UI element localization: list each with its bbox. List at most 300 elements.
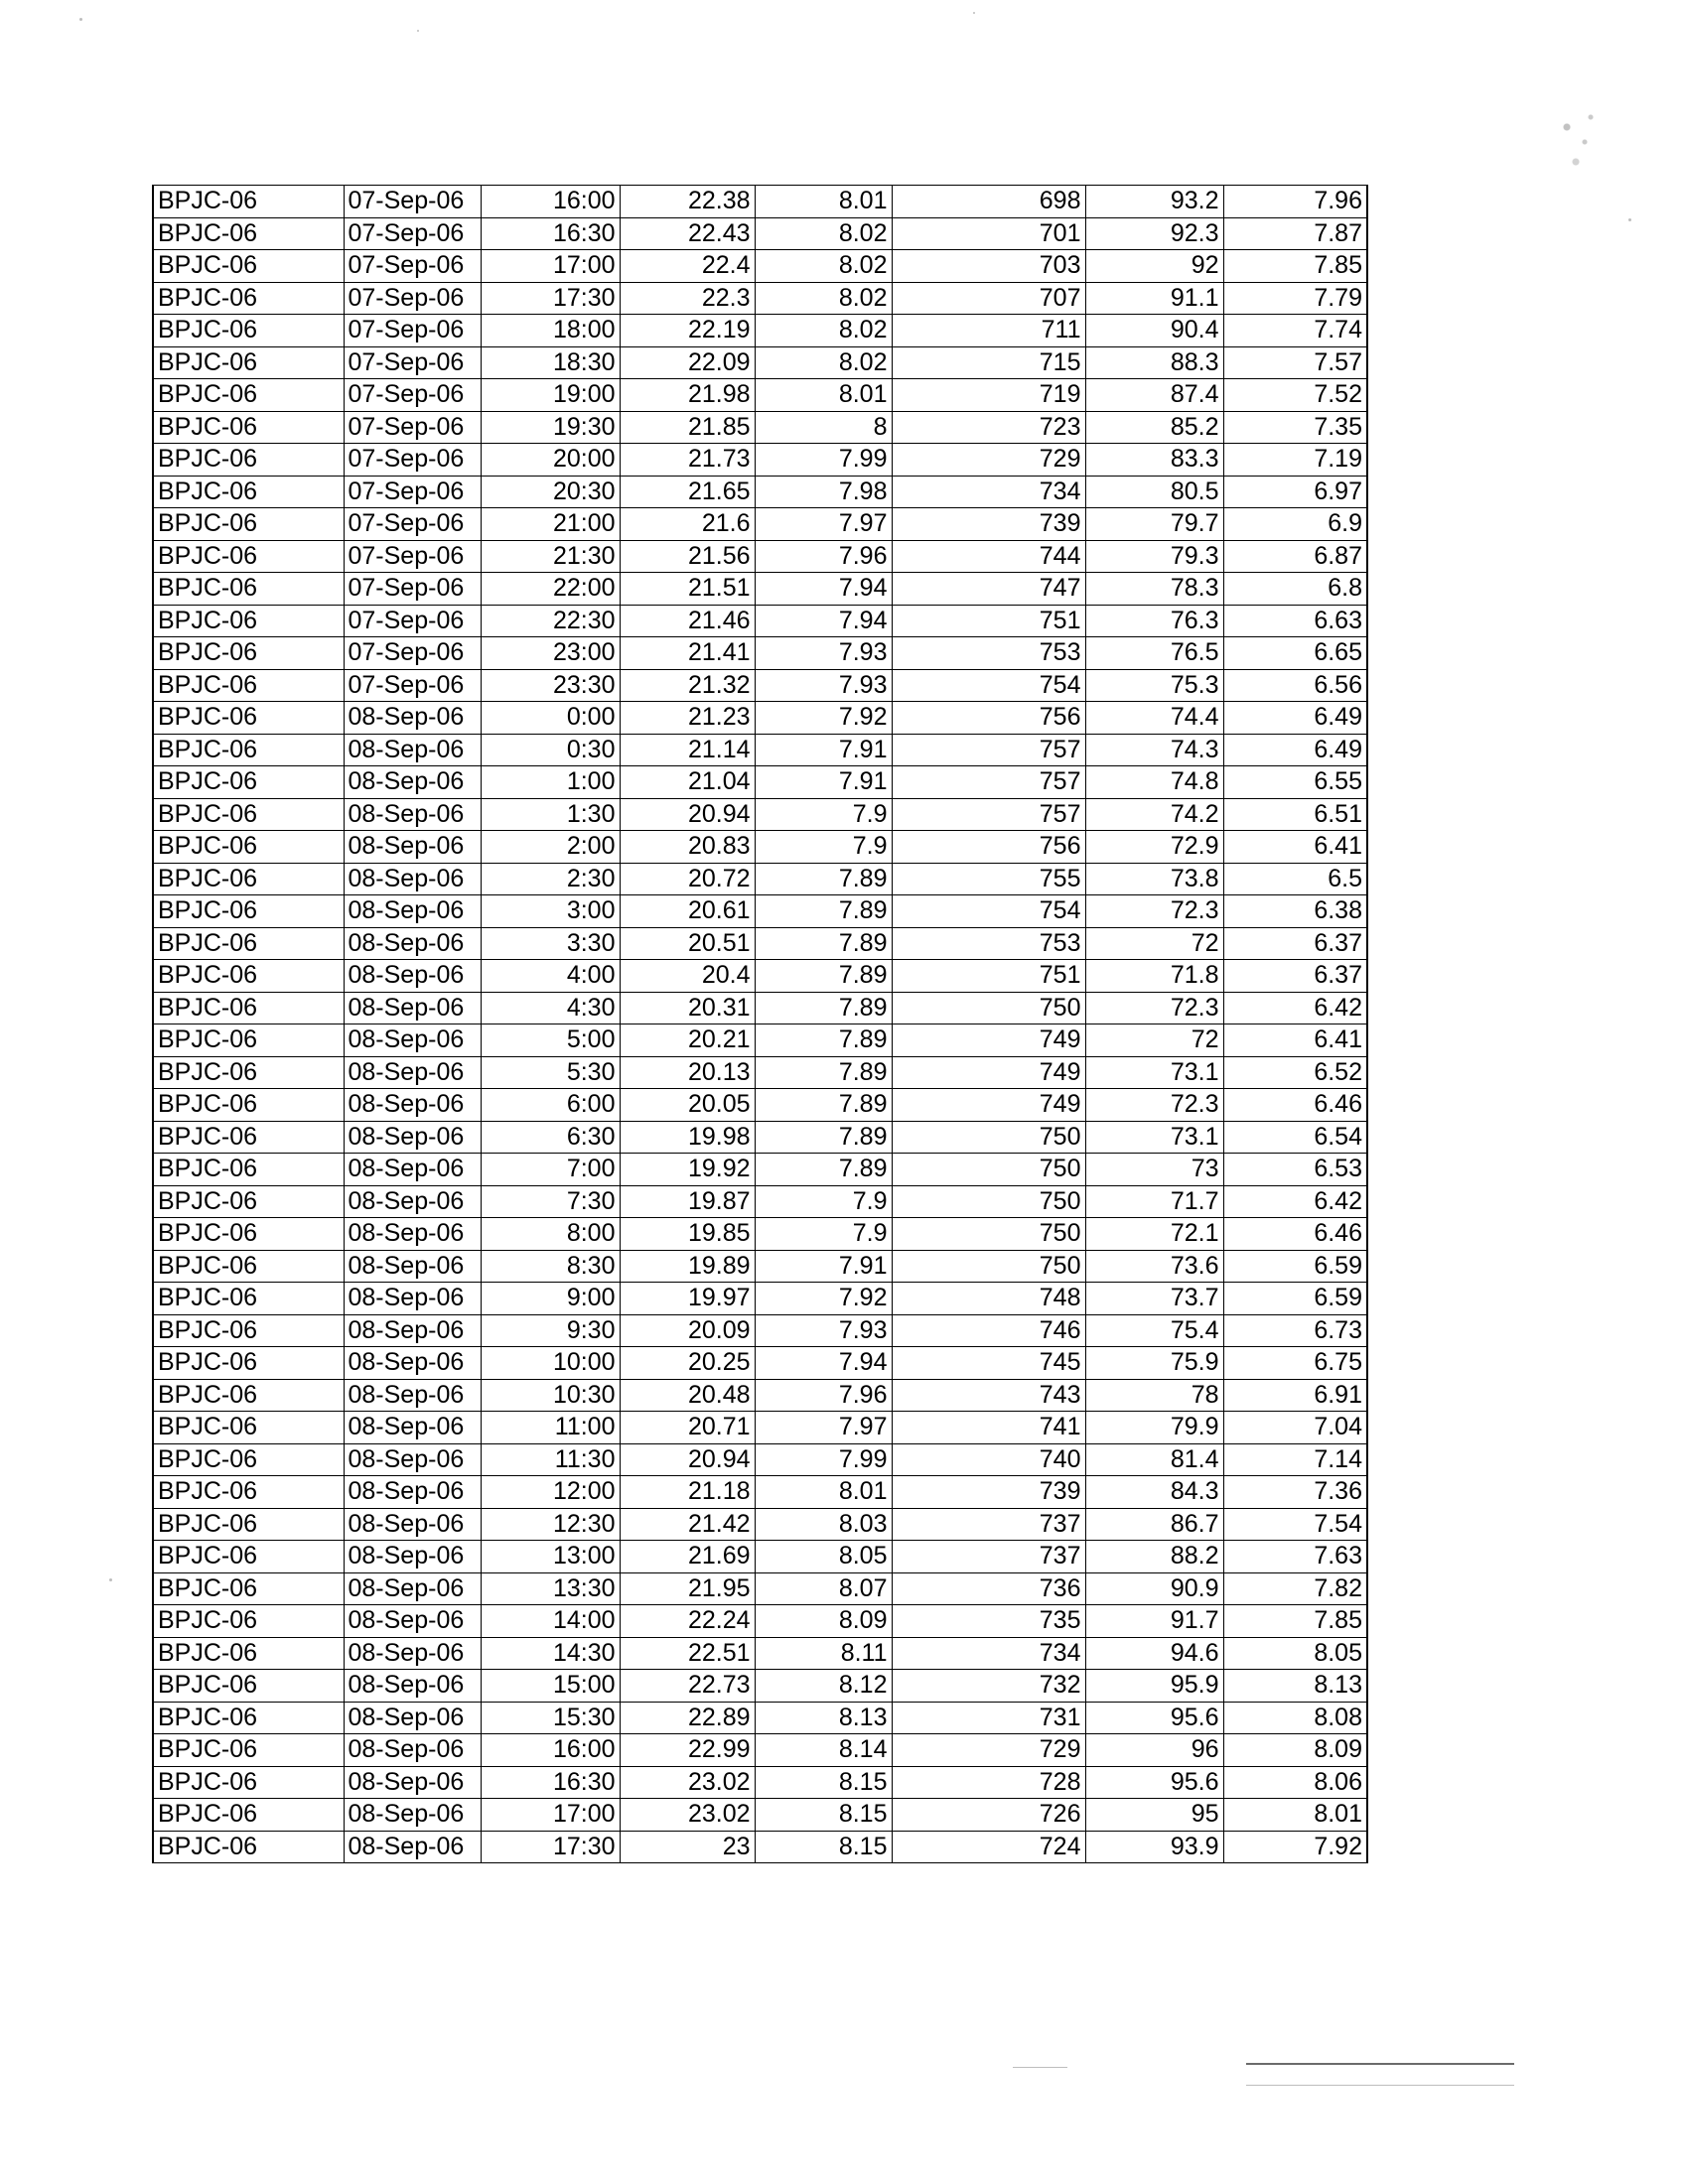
table-cell-value-5: 8.08 <box>1223 1702 1367 1734</box>
table-cell-value-3: 753 <box>892 927 1085 960</box>
table-cell-value-5: 6.51 <box>1223 798 1367 831</box>
table-row <box>153 346 1367 379</box>
table-cell-station: BPJC-06 <box>153 1314 344 1347</box>
table-cell-value-2: 8.11 <box>755 1637 892 1670</box>
table-cell-time: 18:30 <box>481 346 620 379</box>
table-cell-value-3: 698 <box>892 186 1085 218</box>
table-cell-station: BPJC-06 <box>153 186 344 218</box>
table-cell-value-2: 8.02 <box>755 217 892 250</box>
table-cell-value-1: 21.41 <box>620 637 755 670</box>
table-cell-value-4: 73.1 <box>1085 1056 1223 1089</box>
table-cell-value-4: 91.1 <box>1085 282 1223 315</box>
table-cell-time: 21:30 <box>481 540 620 573</box>
table-cell-value-5: 7.85 <box>1223 1605 1367 1638</box>
scan-speck <box>1628 218 1631 221</box>
table-row <box>153 766 1367 799</box>
table-cell-value-4: 73.1 <box>1085 1121 1223 1154</box>
table-cell-value-3: 745 <box>892 1347 1085 1380</box>
table-cell-time: 12:30 <box>481 1508 620 1541</box>
table-cell-value-3: 707 <box>892 282 1085 315</box>
table-row <box>153 863 1367 895</box>
table-cell-value-4: 88.2 <box>1085 1541 1223 1573</box>
table-cell-value-3: 750 <box>892 1218 1085 1251</box>
footer-mark <box>1246 2085 1514 2086</box>
table-row <box>153 1799 1367 1832</box>
table-cell-value-5: 6.53 <box>1223 1154 1367 1186</box>
table-cell-value-1: 22.99 <box>620 1734 755 1767</box>
table-cell-value-3: 737 <box>892 1541 1085 1573</box>
table-cell-value-2: 8.15 <box>755 1831 892 1863</box>
table-cell-station: BPJC-06 <box>153 508 344 541</box>
table-cell-value-3: 735 <box>892 1605 1085 1638</box>
table-cell-value-1: 22.19 <box>620 315 755 347</box>
table-cell-time: 1:30 <box>481 798 620 831</box>
table-cell-value-5: 6.75 <box>1223 1347 1367 1380</box>
table-cell-station: BPJC-06 <box>153 1218 344 1251</box>
table-cell-station: BPJC-06 <box>153 1541 344 1573</box>
table-cell-value-5: 6.87 <box>1223 540 1367 573</box>
table-cell-date: 08-Sep-06 <box>344 766 481 799</box>
table-cell-time: 20:30 <box>481 476 620 508</box>
table-cell-value-1: 20.72 <box>620 863 755 895</box>
table-cell-value-5: 6.65 <box>1223 637 1367 670</box>
data-table <box>152 185 1368 1863</box>
table-cell-value-3: 739 <box>892 508 1085 541</box>
table-cell-value-2: 8.03 <box>755 1508 892 1541</box>
table-cell-value-3: 715 <box>892 346 1085 379</box>
table-row <box>153 1056 1367 1089</box>
table-cell-value-5: 7.79 <box>1223 282 1367 315</box>
table-cell-value-2: 7.89 <box>755 992 892 1024</box>
table-cell-value-2: 7.92 <box>755 1283 892 1315</box>
table-cell-date: 08-Sep-06 <box>344 1734 481 1767</box>
table-row <box>153 444 1367 477</box>
table-cell-value-2: 7.89 <box>755 895 892 928</box>
table-cell-station: BPJC-06 <box>153 1670 344 1703</box>
table-cell-value-5: 7.52 <box>1223 379 1367 412</box>
table-cell-value-2: 7.99 <box>755 1443 892 1476</box>
table-cell-date: 08-Sep-06 <box>344 960 481 993</box>
table-cell-value-1: 22.89 <box>620 1702 755 1734</box>
table-cell-value-3: 743 <box>892 1379 1085 1412</box>
table-cell-value-1: 22.43 <box>620 217 755 250</box>
footer-mark <box>1246 2063 1514 2065</box>
table-cell-station: BPJC-06 <box>153 1024 344 1057</box>
table-cell-date: 08-Sep-06 <box>344 702 481 735</box>
table-row <box>153 186 1367 218</box>
scan-speck <box>109 1578 112 1581</box>
table-cell-date: 07-Sep-06 <box>344 411 481 444</box>
table-cell-value-1: 20.71 <box>620 1412 755 1444</box>
table-cell-date: 08-Sep-06 <box>344 1702 481 1734</box>
table-cell-value-2: 8 <box>755 411 892 444</box>
table-cell-value-5: 7.82 <box>1223 1572 1367 1605</box>
table-cell-value-2: 8.15 <box>755 1799 892 1832</box>
table-cell-value-5: 7.57 <box>1223 346 1367 379</box>
table-cell-value-2: 8.09 <box>755 1605 892 1638</box>
table-cell-value-1: 21.73 <box>620 444 755 477</box>
table-row <box>153 1379 1367 1412</box>
table-cell-value-2: 7.94 <box>755 573 892 606</box>
table-cell-value-5: 6.38 <box>1223 895 1367 928</box>
table-cell-date: 08-Sep-06 <box>344 1056 481 1089</box>
table-cell-station: BPJC-06 <box>153 927 344 960</box>
table-cell-value-1: 22.09 <box>620 346 755 379</box>
table-cell-value-3: 739 <box>892 1476 1085 1509</box>
table-cell-value-1: 20.31 <box>620 992 755 1024</box>
table-cell-value-2: 7.89 <box>755 960 892 993</box>
table-cell-value-2: 7.96 <box>755 540 892 573</box>
footer-mark <box>1013 2067 1067 2068</box>
table-cell-value-2: 8.13 <box>755 1702 892 1734</box>
table-row <box>153 992 1367 1024</box>
table-cell-value-4: 80.5 <box>1085 476 1223 508</box>
table-cell-value-5: 8.01 <box>1223 1799 1367 1832</box>
table-cell-value-3: 757 <box>892 798 1085 831</box>
table-cell-value-3: 757 <box>892 734 1085 766</box>
table-cell-date: 08-Sep-06 <box>344 863 481 895</box>
table-cell-value-5: 7.92 <box>1223 1831 1367 1863</box>
table-row <box>153 1412 1367 1444</box>
table-cell-station: BPJC-06 <box>153 1605 344 1638</box>
table-cell-value-4: 73 <box>1085 1154 1223 1186</box>
table-cell-station: BPJC-06 <box>153 702 344 735</box>
table-cell-value-5: 8.13 <box>1223 1670 1367 1703</box>
table-row <box>153 508 1367 541</box>
table-cell-value-4: 78 <box>1085 1379 1223 1412</box>
table-cell-value-3: 737 <box>892 1508 1085 1541</box>
table-row <box>153 734 1367 766</box>
table-cell-value-2: 7.99 <box>755 444 892 477</box>
table-row <box>153 315 1367 347</box>
table-cell-time: 14:30 <box>481 1637 620 1670</box>
table-cell-time: 20:00 <box>481 444 620 477</box>
table-cell-value-5: 8.06 <box>1223 1766 1367 1799</box>
table-cell-value-4: 81.4 <box>1085 1443 1223 1476</box>
table-row <box>153 1508 1367 1541</box>
table-cell-time: 23:30 <box>481 669 620 702</box>
table-cell-value-2: 7.97 <box>755 1412 892 1444</box>
table-cell-station: BPJC-06 <box>153 476 344 508</box>
table-cell-time: 0:00 <box>481 702 620 735</box>
table-body <box>153 186 1367 1863</box>
table-cell-value-2: 7.91 <box>755 1250 892 1283</box>
table-cell-value-5: 7.63 <box>1223 1541 1367 1573</box>
table-cell-value-2: 7.9 <box>755 1185 892 1218</box>
table-cell-time: 16:00 <box>481 1734 620 1767</box>
table-cell-value-2: 8.02 <box>755 250 892 283</box>
table-cell-value-5: 7.74 <box>1223 315 1367 347</box>
table-cell-value-4: 85.2 <box>1085 411 1223 444</box>
table-cell-value-4: 71.7 <box>1085 1185 1223 1218</box>
table-cell-time: 16:00 <box>481 186 620 218</box>
table-cell-time: 6:30 <box>481 1121 620 1154</box>
table-cell-value-5: 7.14 <box>1223 1443 1367 1476</box>
table-cell-time: 22:30 <box>481 605 620 637</box>
table-cell-value-4: 83.3 <box>1085 444 1223 477</box>
table-cell-value-1: 20.51 <box>620 927 755 960</box>
table-cell-value-4: 90.4 <box>1085 315 1223 347</box>
table-row <box>153 1476 1367 1509</box>
table-cell-date: 08-Sep-06 <box>344 1121 481 1154</box>
table-cell-station: BPJC-06 <box>153 1121 344 1154</box>
table-cell-value-5: 6.37 <box>1223 927 1367 960</box>
table-row <box>153 1024 1367 1057</box>
table-cell-value-5: 6.59 <box>1223 1250 1367 1283</box>
table-cell-value-5: 6.91 <box>1223 1379 1367 1412</box>
table-row <box>153 1702 1367 1734</box>
table-cell-time: 8:30 <box>481 1250 620 1283</box>
table-cell-value-3: 731 <box>892 1702 1085 1734</box>
scan-speck <box>79 18 82 21</box>
table-cell-value-2: 7.91 <box>755 734 892 766</box>
table-cell-value-5: 7.96 <box>1223 186 1367 218</box>
table-cell-value-5: 7.19 <box>1223 444 1367 477</box>
table-cell-value-5: 6.97 <box>1223 476 1367 508</box>
table-cell-value-4: 72.3 <box>1085 1089 1223 1122</box>
table-cell-date: 08-Sep-06 <box>344 1572 481 1605</box>
table-cell-value-3: 744 <box>892 540 1085 573</box>
table-cell-date: 07-Sep-06 <box>344 315 481 347</box>
table-cell-value-3: 749 <box>892 1089 1085 1122</box>
table-cell-value-4: 96 <box>1085 1734 1223 1767</box>
table-cell-date: 07-Sep-06 <box>344 379 481 412</box>
table-row <box>153 1734 1367 1767</box>
table-cell-value-3: 756 <box>892 702 1085 735</box>
table-cell-value-4: 74.8 <box>1085 766 1223 799</box>
table-cell-time: 11:30 <box>481 1443 620 1476</box>
table-cell-station: BPJC-06 <box>153 863 344 895</box>
table-cell-value-4: 74.3 <box>1085 734 1223 766</box>
table-cell-value-3: 734 <box>892 1637 1085 1670</box>
table-cell-value-1: 22.4 <box>620 250 755 283</box>
table-cell-date: 08-Sep-06 <box>344 734 481 766</box>
table-cell-value-3: 754 <box>892 669 1085 702</box>
table-cell-station: BPJC-06 <box>153 1250 344 1283</box>
table-cell-time: 22:00 <box>481 573 620 606</box>
table-cell-date: 08-Sep-06 <box>344 895 481 928</box>
table-cell-date: 08-Sep-06 <box>344 1670 481 1703</box>
table-cell-station: BPJC-06 <box>153 734 344 766</box>
table-cell-value-1: 22.38 <box>620 186 755 218</box>
table-cell-date: 07-Sep-06 <box>344 444 481 477</box>
table-cell-value-1: 20.13 <box>620 1056 755 1089</box>
table-cell-time: 15:30 <box>481 1702 620 1734</box>
table-cell-value-2: 7.89 <box>755 1121 892 1154</box>
table-cell-station: BPJC-06 <box>153 992 344 1024</box>
table-cell-date: 07-Sep-06 <box>344 637 481 670</box>
table-cell-value-1: 19.98 <box>620 1121 755 1154</box>
table-row <box>153 250 1367 283</box>
table-cell-value-1: 23.02 <box>620 1766 755 1799</box>
table-cell-value-5: 6.52 <box>1223 1056 1367 1089</box>
table-cell-date: 08-Sep-06 <box>344 927 481 960</box>
table-cell-value-3: 728 <box>892 1766 1085 1799</box>
table-cell-value-3: 732 <box>892 1670 1085 1703</box>
table-cell-value-2: 7.93 <box>755 1314 892 1347</box>
table-cell-value-4: 90.9 <box>1085 1572 1223 1605</box>
table-row <box>153 960 1367 993</box>
table-cell-value-2: 8.14 <box>755 1734 892 1767</box>
table-cell-value-5: 7.04 <box>1223 1412 1367 1444</box>
table-cell-time: 18:00 <box>481 315 620 347</box>
table-row <box>153 895 1367 928</box>
table-cell-value-4: 93.9 <box>1085 1831 1223 1863</box>
table-cell-date: 08-Sep-06 <box>344 1089 481 1122</box>
table-cell-value-4: 92 <box>1085 250 1223 283</box>
table-cell-value-1: 21.65 <box>620 476 755 508</box>
table-row <box>153 1766 1367 1799</box>
table-cell-station: BPJC-06 <box>153 831 344 864</box>
table-cell-station: BPJC-06 <box>153 250 344 283</box>
table-row <box>153 1121 1367 1154</box>
table-row <box>153 411 1367 444</box>
table-row <box>153 1605 1367 1638</box>
table-row <box>153 831 1367 864</box>
table-cell-value-3: 750 <box>892 1185 1085 1218</box>
table-row <box>153 637 1367 670</box>
table-cell-value-2: 8.02 <box>755 346 892 379</box>
table-cell-station: BPJC-06 <box>153 669 344 702</box>
table-cell-date: 07-Sep-06 <box>344 573 481 606</box>
table-cell-value-1: 20.05 <box>620 1089 755 1122</box>
table-cell-time: 16:30 <box>481 217 620 250</box>
table-cell-station: BPJC-06 <box>153 1702 344 1734</box>
table-cell-value-5: 6.37 <box>1223 960 1367 993</box>
table-cell-station: BPJC-06 <box>153 1508 344 1541</box>
table-cell-station: BPJC-06 <box>153 1379 344 1412</box>
table-cell-station: BPJC-06 <box>153 1154 344 1186</box>
table-cell-time: 9:00 <box>481 1283 620 1315</box>
table-cell-time: 7:00 <box>481 1154 620 1186</box>
table-cell-date: 08-Sep-06 <box>344 1799 481 1832</box>
table-cell-date: 08-Sep-06 <box>344 1185 481 1218</box>
table-cell-station: BPJC-06 <box>153 766 344 799</box>
table-row <box>153 1089 1367 1122</box>
table-cell-value-3: 750 <box>892 992 1085 1024</box>
table-row <box>153 927 1367 960</box>
table-cell-value-1: 21.6 <box>620 508 755 541</box>
table-row <box>153 1541 1367 1573</box>
table-cell-value-3: 719 <box>892 379 1085 412</box>
table-row <box>153 1185 1367 1218</box>
table-cell-value-4: 74.4 <box>1085 702 1223 735</box>
table-cell-value-5: 8.09 <box>1223 1734 1367 1767</box>
table-cell-value-1: 23.02 <box>620 1799 755 1832</box>
table-cell-value-3: 723 <box>892 411 1085 444</box>
table-cell-value-4: 72.9 <box>1085 831 1223 864</box>
table-cell-value-2: 7.94 <box>755 1347 892 1380</box>
table-cell-value-3: 749 <box>892 1056 1085 1089</box>
table-cell-value-3: 734 <box>892 476 1085 508</box>
table-cell-value-3: 751 <box>892 605 1085 637</box>
table-cell-value-1: 21.04 <box>620 766 755 799</box>
table-cell-value-2: 7.96 <box>755 1379 892 1412</box>
table-cell-date: 08-Sep-06 <box>344 1379 481 1412</box>
table-cell-value-5: 6.73 <box>1223 1314 1367 1347</box>
table-cell-station: BPJC-06 <box>153 1185 344 1218</box>
table-cell-time: 14:00 <box>481 1605 620 1638</box>
table-cell-value-5: 6.41 <box>1223 1024 1367 1057</box>
table-cell-value-2: 7.89 <box>755 927 892 960</box>
table-cell-value-1: 21.98 <box>620 379 755 412</box>
table-cell-station: BPJC-06 <box>153 1412 344 1444</box>
table-row <box>153 669 1367 702</box>
table-cell-station: BPJC-06 <box>153 1734 344 1767</box>
table-cell-station: BPJC-06 <box>153 1089 344 1122</box>
table-row <box>153 1443 1367 1476</box>
table-cell-date: 08-Sep-06 <box>344 1218 481 1251</box>
table-cell-station: BPJC-06 <box>153 960 344 993</box>
table-cell-value-4: 72.1 <box>1085 1218 1223 1251</box>
table-cell-value-2: 8.01 <box>755 186 892 218</box>
table-cell-time: 15:00 <box>481 1670 620 1703</box>
table-cell-date: 08-Sep-06 <box>344 1508 481 1541</box>
table-row <box>153 1250 1367 1283</box>
table-cell-value-5: 6.63 <box>1223 605 1367 637</box>
table-cell-value-1: 20.48 <box>620 1379 755 1412</box>
table-cell-date: 08-Sep-06 <box>344 1637 481 1670</box>
table-cell-station: BPJC-06 <box>153 346 344 379</box>
table-cell-value-2: 8.05 <box>755 1541 892 1573</box>
table-cell-value-1: 21.95 <box>620 1572 755 1605</box>
table-cell-station: BPJC-06 <box>153 1572 344 1605</box>
table-cell-date: 07-Sep-06 <box>344 540 481 573</box>
table-cell-value-4: 92.3 <box>1085 217 1223 250</box>
table-cell-value-4: 72 <box>1085 927 1223 960</box>
table-row <box>153 798 1367 831</box>
table-cell-value-5: 6.54 <box>1223 1121 1367 1154</box>
table-cell-station: BPJC-06 <box>153 1637 344 1670</box>
table-cell-date: 08-Sep-06 <box>344 1605 481 1638</box>
table-cell-time: 0:30 <box>481 734 620 766</box>
table-cell-date: 08-Sep-06 <box>344 1412 481 1444</box>
table-cell-date: 07-Sep-06 <box>344 250 481 283</box>
table-cell-value-2: 7.89 <box>755 1089 892 1122</box>
table-cell-value-3: 750 <box>892 1250 1085 1283</box>
table-cell-value-2: 7.9 <box>755 798 892 831</box>
table-row <box>153 1670 1367 1703</box>
table-cell-value-1: 20.09 <box>620 1314 755 1347</box>
table-cell-value-4: 72.3 <box>1085 992 1223 1024</box>
table-cell-value-3: 748 <box>892 1283 1085 1315</box>
table-cell-station: BPJC-06 <box>153 895 344 928</box>
table-row <box>153 605 1367 637</box>
table-cell-value-3: 740 <box>892 1443 1085 1476</box>
table-row <box>153 379 1367 412</box>
table-cell-time: 10:30 <box>481 1379 620 1412</box>
table-cell-value-4: 95 <box>1085 1799 1223 1832</box>
scan-speck <box>417 30 419 32</box>
table-cell-value-3: 753 <box>892 637 1085 670</box>
table-cell-value-2: 7.89 <box>755 1056 892 1089</box>
table-cell-value-2: 7.89 <box>755 1024 892 1057</box>
table-cell-time: 13:00 <box>481 1541 620 1573</box>
table-cell-date: 08-Sep-06 <box>344 1024 481 1057</box>
table-cell-value-2: 7.94 <box>755 605 892 637</box>
table-cell-time: 4:30 <box>481 992 620 1024</box>
table-cell-date: 08-Sep-06 <box>344 1154 481 1186</box>
table-row <box>153 1347 1367 1380</box>
table-cell-date: 08-Sep-06 <box>344 1347 481 1380</box>
table-cell-value-5: 6.8 <box>1223 573 1367 606</box>
table-cell-value-3: 749 <box>892 1024 1085 1057</box>
table-cell-value-2: 8.01 <box>755 379 892 412</box>
table-cell-date: 08-Sep-06 <box>344 1831 481 1863</box>
table-cell-value-5: 7.85 <box>1223 250 1367 283</box>
table-cell-value-1: 22.51 <box>620 1637 755 1670</box>
table-cell-value-2: 7.89 <box>755 863 892 895</box>
